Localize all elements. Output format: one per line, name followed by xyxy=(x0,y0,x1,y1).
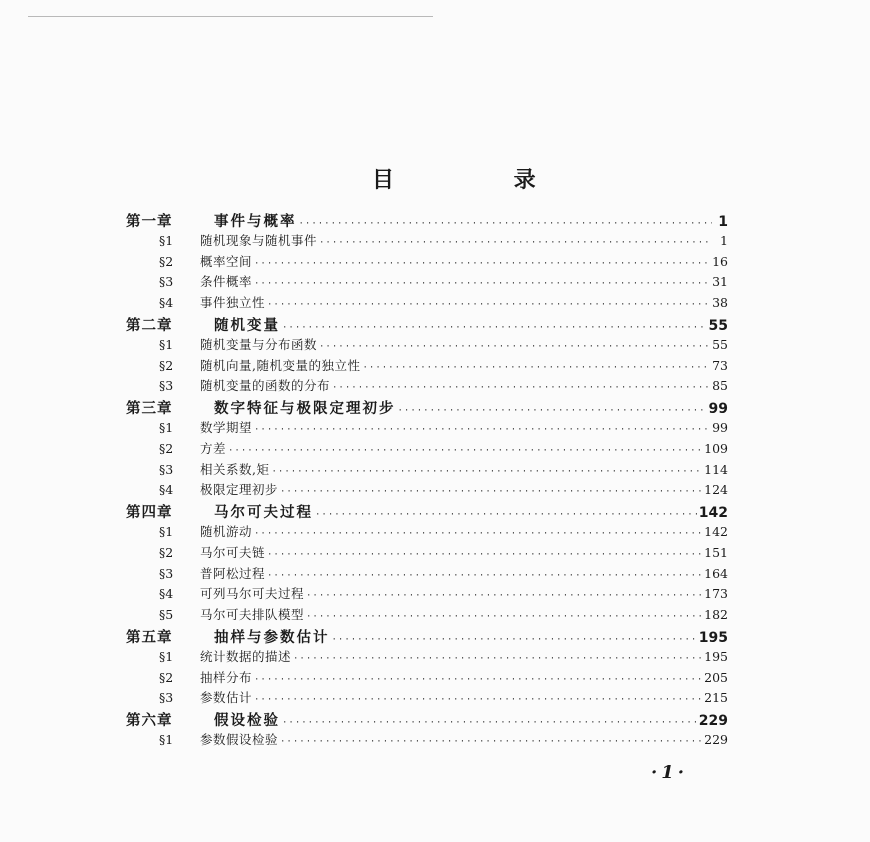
page-ref: 1 xyxy=(720,232,728,248)
section-number: §4 xyxy=(159,482,174,498)
dot-leader xyxy=(254,695,702,705)
page-ref: 215 xyxy=(704,690,728,706)
section-title: 参数估计 xyxy=(200,690,253,706)
page-ref: 142 xyxy=(704,523,728,539)
toc-chapter-entry xyxy=(126,210,728,231)
page-ref: 55 xyxy=(712,336,728,352)
section-number: §5 xyxy=(159,607,174,623)
toc-section-entry xyxy=(126,647,728,668)
toc-section-entry xyxy=(126,376,728,397)
section-title: 可列马尔可夫过程 xyxy=(200,586,305,602)
section-title: 方差 xyxy=(200,440,227,456)
page-ref: 205 xyxy=(704,669,728,685)
toc-section-entry xyxy=(126,356,728,377)
page-ref: 229 xyxy=(698,713,728,730)
section-number: §1 xyxy=(159,523,174,539)
page-ref: 195 xyxy=(704,648,728,664)
dot-leader xyxy=(254,259,710,269)
toc-section-entry xyxy=(126,293,728,314)
section-number: §4 xyxy=(159,586,174,602)
page-ref: 164 xyxy=(704,565,728,581)
toc-chapter-entry xyxy=(126,314,728,335)
section-number: §3 xyxy=(159,565,174,581)
section-number: §3 xyxy=(159,378,174,394)
section-number: §4 xyxy=(159,295,174,311)
dot-leader xyxy=(319,342,710,352)
toc-section-entry xyxy=(126,272,728,293)
page-ref: 16 xyxy=(712,253,728,269)
toc-section-entry xyxy=(126,252,728,273)
dot-leader xyxy=(319,238,712,248)
chapter-number: 第三章 xyxy=(126,401,173,418)
dot-leader xyxy=(299,219,713,229)
toc-section-entry xyxy=(126,564,728,585)
chapter-number: 第五章 xyxy=(126,629,173,646)
section-number: §2 xyxy=(159,544,174,560)
section-number: §3 xyxy=(159,461,174,477)
dot-leader xyxy=(293,654,702,664)
page-title: 目 录 xyxy=(372,168,592,193)
chapter-title: 假设检验 xyxy=(214,713,280,730)
dot-leader xyxy=(280,737,702,747)
toc-section-entry xyxy=(126,439,728,460)
page-ref: 114 xyxy=(704,461,728,477)
section-title: 随机向量,随机变量的独立性 xyxy=(200,357,361,373)
dot-leader xyxy=(228,446,702,456)
section-title: 参数假设检验 xyxy=(200,731,279,747)
chapter-title: 随机变量 xyxy=(214,317,280,334)
section-number: §3 xyxy=(159,274,174,290)
toc-section-entry xyxy=(126,480,728,501)
section-number: §2 xyxy=(159,440,174,456)
section-title: 随机变量的函数的分布 xyxy=(200,378,331,394)
page-ref: 38 xyxy=(712,295,728,311)
section-number: §2 xyxy=(159,669,174,685)
page-ref: 85 xyxy=(712,378,728,394)
dot-leader xyxy=(267,550,702,560)
toc-section-entry xyxy=(126,543,728,564)
toc-chapter-entry xyxy=(126,626,728,647)
page-ref: 182 xyxy=(704,607,728,623)
page-ref: 73 xyxy=(712,357,728,373)
dot-leader xyxy=(332,383,710,393)
section-title: 普阿松过程 xyxy=(200,565,266,581)
section-title: 抽样分布 xyxy=(200,669,253,685)
toc-chapter-entry xyxy=(126,397,728,418)
toc-section-entry xyxy=(126,522,728,543)
section-number: §3 xyxy=(159,690,174,706)
dot-leader xyxy=(398,406,707,416)
section-number: §1 xyxy=(159,336,174,352)
dot-leader xyxy=(306,591,702,601)
section-title: 随机游动 xyxy=(200,523,253,539)
dot-leader xyxy=(267,571,702,581)
section-title: 条件概率 xyxy=(200,274,253,290)
section-title: 统计数据的描述 xyxy=(200,648,292,664)
chapter-number: 第一章 xyxy=(126,214,173,230)
page-ref: 142 xyxy=(698,505,728,522)
toc-chapter-entry xyxy=(126,501,728,522)
dot-leader xyxy=(254,529,702,539)
toc-section-entry xyxy=(126,688,728,709)
chapter-number: 第六章 xyxy=(126,713,173,730)
dot-leader xyxy=(280,487,702,497)
chapter-title: 马尔可夫过程 xyxy=(214,505,313,522)
page-ref: 229 xyxy=(704,731,728,747)
section-title: 马尔可夫排队模型 xyxy=(200,607,305,623)
section-number: §1 xyxy=(159,419,174,435)
page-ref: 99 xyxy=(708,401,728,418)
toc-section-entry xyxy=(126,418,728,439)
table-of-contents xyxy=(126,210,728,751)
chapter-title: 抽样与参数估计 xyxy=(214,629,330,646)
dot-leader xyxy=(282,718,697,728)
scan-edge-line xyxy=(28,16,433,17)
section-title: 随机现象与随机事件 xyxy=(200,232,318,248)
section-title: 相关系数,矩 xyxy=(200,461,270,477)
section-title: 事件独立性 xyxy=(200,295,266,311)
dot-leader xyxy=(254,675,702,685)
chapter-title: 事件与概率 xyxy=(214,214,297,230)
chapter-number: 第二章 xyxy=(126,317,173,334)
page-ref: 124 xyxy=(704,482,728,498)
dot-leader xyxy=(315,510,697,520)
page-ref: 55 xyxy=(708,317,728,334)
toc-section-entry xyxy=(126,730,728,751)
toc-section-entry xyxy=(126,605,728,626)
section-number: §1 xyxy=(159,232,174,248)
section-title: 随机变量与分布函数 xyxy=(200,336,318,352)
toc-section-entry xyxy=(126,584,728,605)
section-number: §2 xyxy=(159,253,174,269)
toc-section-entry xyxy=(126,460,728,481)
page-ref: 1 xyxy=(718,214,728,230)
section-title: 概率空间 xyxy=(200,253,253,269)
dot-leader xyxy=(267,300,710,310)
toc-section-entry xyxy=(126,668,728,689)
dot-leader xyxy=(271,467,702,477)
toc-chapter-entry xyxy=(126,709,728,730)
toc-section-entry xyxy=(126,231,728,252)
page-ref: 173 xyxy=(704,586,728,602)
section-title: 马尔可夫链 xyxy=(200,544,266,560)
dot-leader xyxy=(254,279,710,289)
section-number: §2 xyxy=(159,357,174,373)
page-ref: 195 xyxy=(698,629,728,646)
dot-leader xyxy=(254,425,710,435)
section-title: 极限定理初步 xyxy=(200,482,279,498)
section-title: 数学期望 xyxy=(200,419,253,435)
chapter-title: 数字特征与极限定理初步 xyxy=(214,401,396,418)
dot-leader xyxy=(306,612,702,622)
page-ref: 31 xyxy=(712,274,728,290)
dot-leader xyxy=(282,323,707,333)
chapter-number: 第四章 xyxy=(126,505,173,522)
page-ref: 109 xyxy=(704,440,728,456)
page-ref: 99 xyxy=(712,419,728,435)
dot-leader xyxy=(332,635,697,645)
toc-section-entry xyxy=(126,335,728,356)
page-ref: 151 xyxy=(704,544,728,560)
page-number: ·1· xyxy=(651,762,689,783)
section-number: §1 xyxy=(159,648,174,664)
section-number: §1 xyxy=(159,731,174,747)
dot-leader xyxy=(362,363,710,373)
